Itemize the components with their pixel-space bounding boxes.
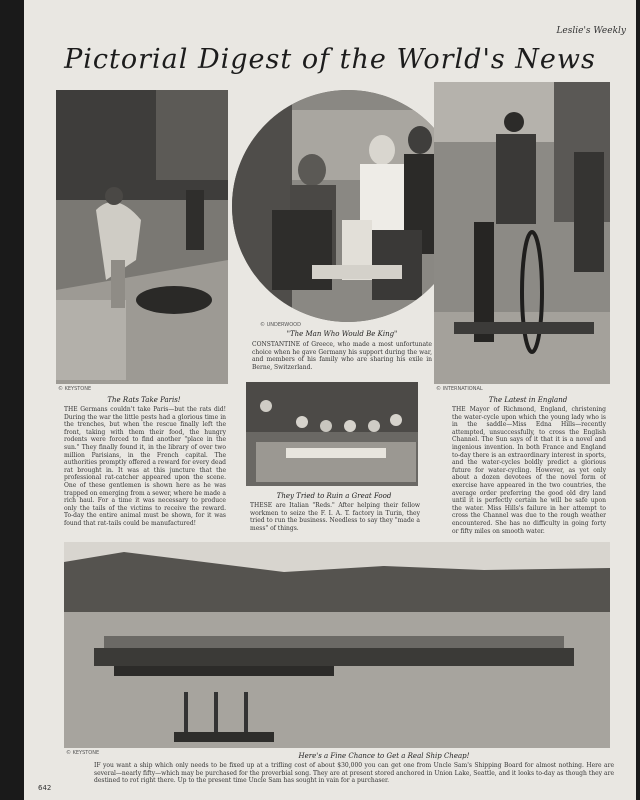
england-body: THE Mayor of Richmond, England, christening the water-cycle upon which the young lady who is in the saddle—Miss Edna Hills—recently attempted, unsuccessfully, to cross the English Channel. The Sun says of it that it is a novel and ingenious invention. In both France and England to-day there is an extraordinary interest in sports, and the water-cycles boldly predict a glorious future for water-cycling. However, as yet only about a dozen devotees of the novel form of exercise have appeared in the two countries, the average order preferring the good old dry land until it is perfectly certain he will be safe upon the water. Miss Hills's failure in her attempt to cross the Channel was due to the rough weather encountered. She has no difficulty in going forty or fifty miles on smooth water. [452, 406, 606, 534]
magazine-page [24, 0, 636, 800]
ships-body: IF you want a ship which only needs to be fixed up at a trifling cost of about $30,000 you can get one from Uncle Sam's Shipping Board for almost nothing. Here are several—nearly fifty—which may be purchased for the proverbial song. They are at present stored anchored in Union Lake, Seattle, and it looks to-day as though they are destined to rot right there. Up to the present time Uncle Sam has sought in vain for a purchaser. [94, 762, 614, 785]
rat-catcher-photo [56, 90, 228, 384]
rats-body: THE Germans couldn't take Paris—but the rats did! During the war the little pests had a glorious time in the trenches, but when the rescue finally left the front, taking with them their food, the hungry rodents were forced to find another "place in the sun." They finally found it, in the library of over two million Parisians, in the French capital. The authorities promptly offered a reward for every dead rat brought in. It was at this juncture that the professional rat-catcher appeared upon the scene. One of these gentlemen is shown here as he was trapped on emerging from a sewer, where he made a rich haul. For a time it was necessary to produce only the tails of the victims to receive the reward. To-day the entire animal must be shown, for it was found that rat-tails could be manufactured! [64, 406, 226, 527]
water-cycle-photo [434, 82, 610, 384]
page-number: 642 [38, 784, 52, 792]
photo-credit: © KEYSTONE [58, 386, 92, 392]
king-heading: "The Man Who Would Be King" [286, 330, 398, 338]
ships-photo [64, 542, 610, 748]
food-heading: They Tried to Ruin a Great Food [276, 492, 392, 500]
england-heading: The Latest in England [488, 396, 568, 404]
ships-heading: Here's a Fine Chance to Get a Real Ship Cheap! [298, 752, 470, 760]
royal-family-photo [230, 88, 466, 324]
photo-credit: © INTERNATIONAL [436, 386, 483, 392]
photo-credit: © KEYSTONE [66, 750, 100, 756]
king-body: CONSTANTINE of Greece, who made a most unfortunate choice when he gave Germany his support during the war, and members of his family who are sharing his exile in Berne, Switzerland. [252, 341, 432, 371]
photo-credit: © UNDERWOOD [260, 322, 301, 328]
rats-heading: The Rats Take Paris! [107, 396, 181, 404]
food-body: THESE are Italian "Reds." After helping their fellow workmen to seize the F. I. A. T. factory in Turin, they tried to run the business. Needless to say they "made a mess" of things. [250, 502, 420, 532]
page-title: Pictorial Digest of the World's News [64, 44, 596, 75]
italian-reds-photo [246, 382, 418, 486]
masthead: Leslie's Weekly [556, 26, 626, 36]
